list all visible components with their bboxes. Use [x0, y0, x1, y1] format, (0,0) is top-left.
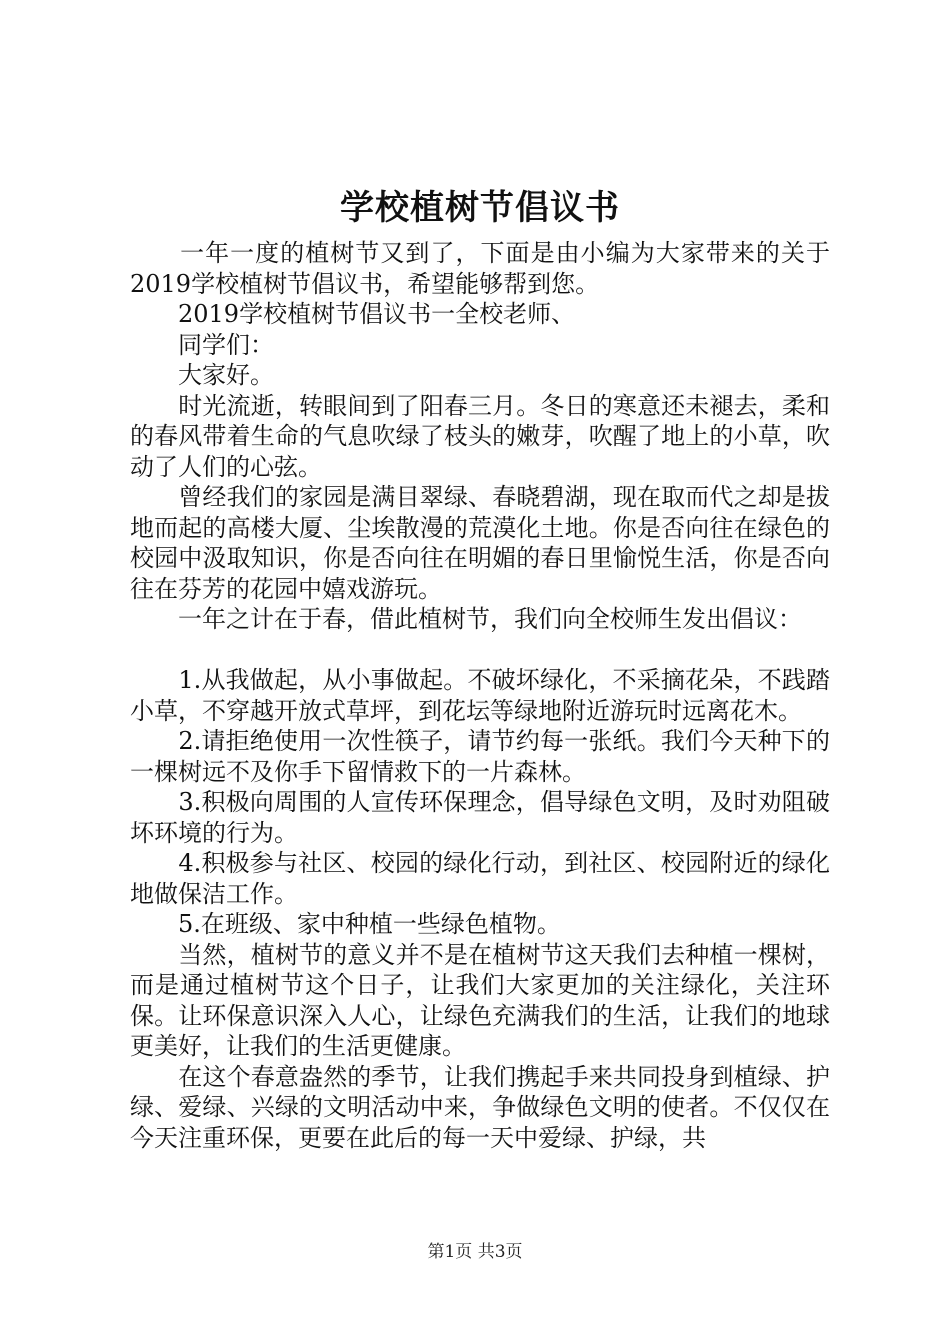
paragraph-proposal-lead: 一年之计在于春，借此植树节，我们向全校师生发出倡议：	[130, 605, 802, 633]
list-item-5: 5.在班级、家中种植一些绿色植物。	[130, 910, 561, 938]
paragraph-heading: 2019学校植树节倡议书一全校老师、	[130, 300, 576, 328]
page-footer: 第1页 共3页	[427, 1242, 523, 1262]
list-item-2: 2.请拒绝使用一次性筷子，请节约每一张纸。我们今天种下的一棵树远不及你手下留情救下的一片森林。	[130, 727, 830, 786]
blank-line	[130, 635, 830, 666]
paragraph-body-4: 在这个春意盎然的季节，让我们携起手来共同投身到植绿、护绿、爱绿、兴绿的文明活动中来，争做绿色文明的使者。不仅仅在今天注重环保，更要在此后的每一天中爱绿、护绿，共	[130, 1062, 830, 1152]
paragraph-body-1: 时光流逝，转眼间到了阳春三月。冬日的寒意还未褪去，柔和的春风带着生命的气息吹绿了枝头的嫩芽，吹醒了地上的小草，吹动了人们的心弦。	[130, 391, 830, 481]
document-page	[130, 180, 830, 1153]
document-title: 学校植树节倡议书	[340, 188, 620, 228]
list-item-1: 1.从我做起，从小事做起。不破坏绿化，不采摘花朵，不践踏小草，不穿越开放式草坪，到花坛等绿地附近游玩时远离花木。	[130, 666, 830, 725]
paragraph-greeting: 大家好。	[130, 361, 274, 389]
list-item-3: 3.积极向周围的人宣传环保理念，倡导绿色文明，及时劝阻破坏环境的行为。	[130, 788, 830, 847]
paragraph-salutation: 同学们：	[130, 330, 274, 359]
paragraph-body-3: 当然，植树节的意义并不是在植树节这天我们去种植一棵树，而是通过植树节这个日子，让我们大家更加的关注绿化，关注环保。让环保意识深入人心，让绿色充满我们的生活，让我们的地球更美好，让我们的生活更健康。	[130, 940, 830, 1060]
paragraph-body-2: 曾经我们的家园是满目翠绿、春晓碧湖，现在取而代之却是拔地而起的高楼大厦、尘埃散漫的荒漠化土地。你是否向往在绿色的校园中汲取知识，你是否向往在明媚的春日里愉悦生活，你是否向往在芬芳的花园中嬉戏游玩。	[130, 483, 830, 603]
paragraph-intro: 一年一度的植树节又到了，下面是由小编为大家带来的关于2019学校植树节倡议书，希望能够帮到您。	[130, 239, 830, 298]
list-item-4: 4.积极参与社区、校园的绿化行动，到社区、校园附近的绿化地做保洁工作。	[130, 849, 830, 908]
